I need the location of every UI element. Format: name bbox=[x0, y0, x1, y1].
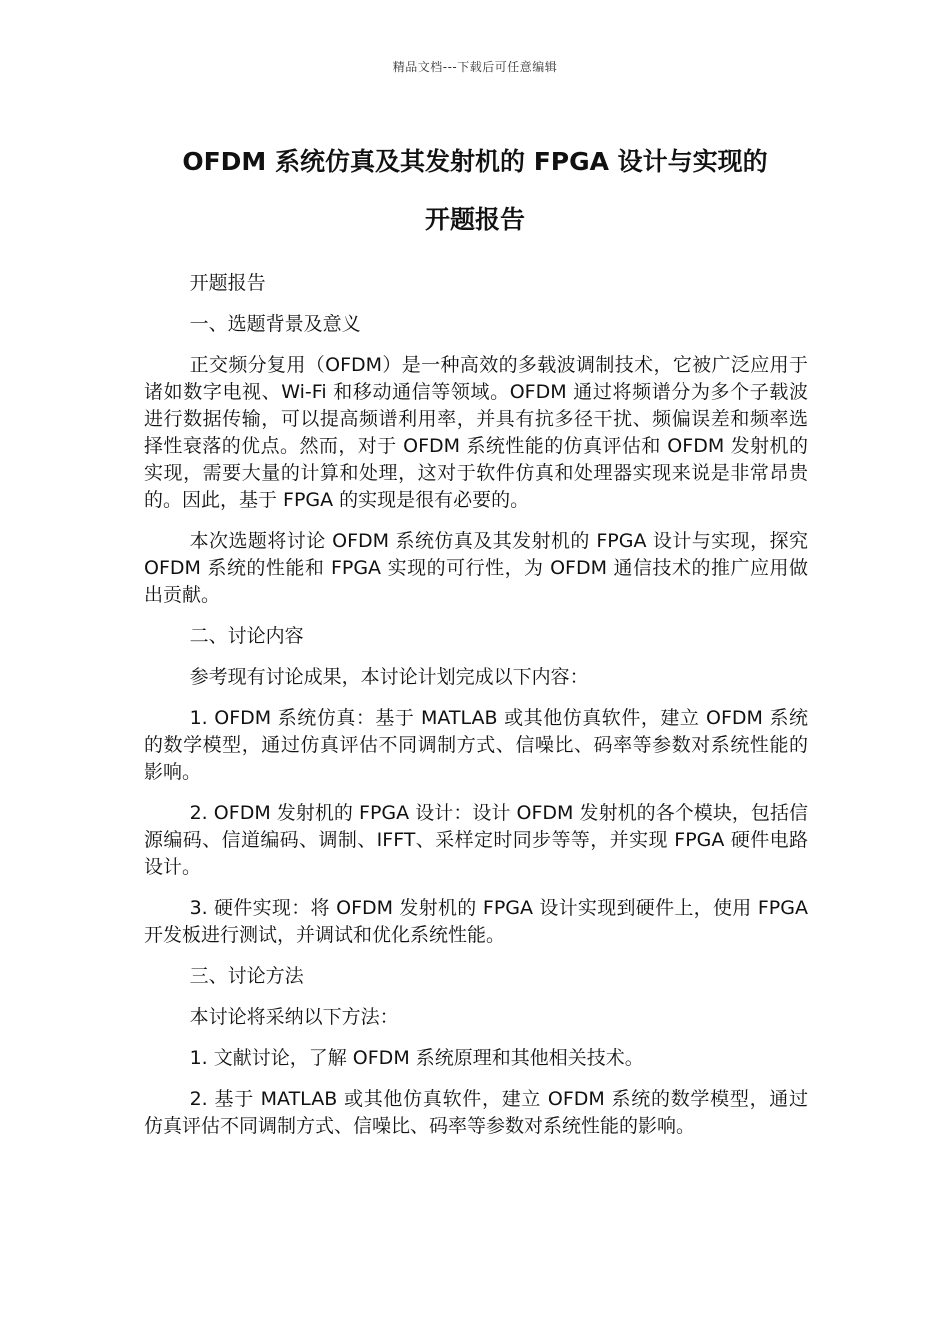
document-body bbox=[144, 270, 808, 1154]
list-item-hardware: 3. 硬件实现：将 OFDM 发射机的 FPGA 设计实现到硬件上，使用 FPGA 开发板进行测试，并调试和优化系统性能。 bbox=[144, 897, 808, 946]
paragraph-method-intro: 本讨论将采纳以下方法： bbox=[189, 1006, 399, 1028]
list-item-simulation: 1. OFDM 系统仿真：基于 MATLAB 或其他仿真软件，建立 OFDM 系统的数学模型，通过仿真评估不同调制方式、信噪比、码率等参数对系统性能的影响。 bbox=[144, 707, 808, 783]
title-line-1: OFDM 系统仿真及其发射机的 FPGA 设计与实现的 bbox=[182, 147, 768, 176]
section-heading-background: 一、选题背景及意义 bbox=[189, 313, 361, 335]
paragraph-content-intro: 参考现有讨论成果，本讨论计划完成以下内容： bbox=[189, 666, 589, 688]
title-line-2: 开题报告 bbox=[424, 205, 525, 234]
list-item-fpga-design: 2. OFDM 发射机的 FPGA 设计：设计 OFDM 发射机的各个模块，包括信源编码、信道编码、调制、IFFT、采样定时同步等等，并实现 FPGA 硬件电路设计。 bbox=[144, 802, 808, 878]
paragraph-topic-goal: 本次选题将讨论 OFDM 系统仿真及其发射机的 FPGA 设计与实现，探究 OFDM 系统的性能和 FPGA 实现的可行性，为 OFDM 通信技术的推广应用做出贡献。 bbox=[144, 530, 808, 606]
header-note: 精品文档---下载后可任意编辑 bbox=[392, 60, 558, 74]
document-title bbox=[100, 133, 850, 249]
report-label: 开题报告 bbox=[189, 272, 266, 294]
list-item-literature: 1. 文献讨论，了解 OFDM 系统原理和其他相关技术。 bbox=[189, 1047, 644, 1069]
list-item-modeling: 2. 基于 MATLAB 或其他仿真软件，建立 OFDM 系统的数学模型，通过仿真评估不同调制方式、信噪比、码率等参数对系统性能的影响。 bbox=[144, 1088, 808, 1137]
section-heading-content: 二、讨论内容 bbox=[189, 625, 304, 647]
paragraph-background: 正交频分复用（OFDM）是一种高效的多载波调制技术，它被广泛应用于诸如数字电视、Wi-Fi 和移动通信等领域。OFDM 通过将频谱分为多个子载波进行数据传输，可以提高频谱利用率，并具有抗多径干扰、频偏误差和频率选择性衰落的优点。然而，对于 OFDM 系统性能的仿真评估和 OFDM 发射机的实现，需要大量的计算和处理，这对于软件仿真和处理器实现来说是非常昂贵的。因此，基于 FPGA 的实现是很有必要的。 bbox=[144, 354, 808, 511]
section-heading-method: 三、讨论方法 bbox=[189, 965, 304, 987]
